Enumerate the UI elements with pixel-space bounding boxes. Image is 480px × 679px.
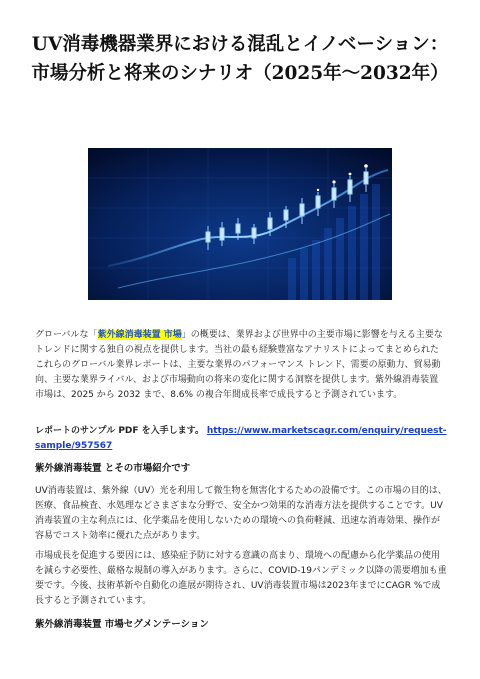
sample-label: レポートのサンプル PDF を入手します。 xyxy=(35,426,204,436)
section-heading-segmentation: 紫外線消毒装置 市場セグメンテーション xyxy=(35,619,209,630)
page-title: UV消毒機器業界における混乱とイノベーション：市場分析と将来のシナリオ（2025年〜2032年） xyxy=(31,34,449,84)
intro-pre: グローバルな「 xyxy=(35,330,98,340)
sample-request xyxy=(35,424,447,454)
stock-chart-illustration xyxy=(88,148,392,300)
market-link[interactable]: 紫外線消毒装置 市場 xyxy=(97,330,182,340)
section-intro-paragraph-1: UV消毒装置は、紫外線（UV）光を利用して微生物を無害化するための設備です。この市場の目的は、医療、食品検査、水処理などさまざまな分野で、安全かつ効果的な消毒方法を提供することです。UV消毒装置の主な利点には、化学薬品を使用しないための環境への負荷軽減、迅速な消毒効果、操作が容易でコスト効率に優れた点があります。 xyxy=(35,486,447,541)
section-heading-intro: 紫外線消毒装置 とその市場紹介です xyxy=(35,463,191,474)
hero-image xyxy=(88,148,392,300)
sample-url-link[interactable]: https://www.marketscagr.com/enquiry/request-sample/957567 xyxy=(35,426,447,451)
intro-post: 」の概要は、業界および世界中の主要市場に影響を与える主要なトレンドに関する独自の視点を提供します。当社の最も経験豊富なアナリストによってまとめられたこれらのグローバル業界レポートは、主要な業界のパフォーマンス トレンド、需要の原動力、貿易動向、主要な業界ライバル、および市場動向の将来の変化に関する洞察を提供します。紫外線消毒装置 市場は、2025 から 2032 まで、8.6% の複合年間成長率で成長すると予測されています。 xyxy=(35,330,443,400)
section-intro-paragraph-2: 市場成長を促進する要因には、感染症予防に対する意識の高まり、環境への配慮から化学薬品の使用を減らす必要性、厳格な規制の導入があります。さらに、COVID-19パンデミック以降の需要増加も重要です。今後、技術革新や自動化の進展が期待され、UV消毒装置市場は2023年までにCAGR %で成長すると予測されています。 xyxy=(35,551,447,606)
intro-paragraph xyxy=(35,328,447,403)
